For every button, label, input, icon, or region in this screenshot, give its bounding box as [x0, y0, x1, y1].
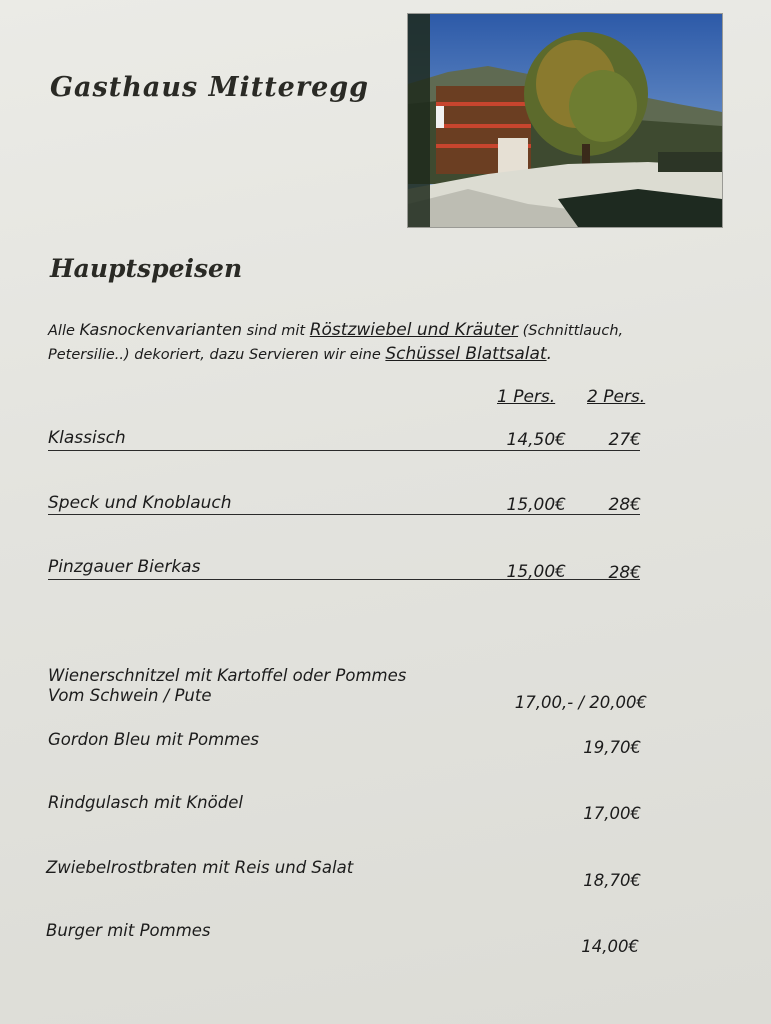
kasnocken-name: Pinzgauer Bierkas: [48, 557, 201, 577]
main-dish-name: Rindgulasch mit Knödel: [48, 793, 243, 812]
main-dish-subtitle: Vom Schwein / Pute: [48, 686, 212, 705]
intro-part-3: sind mit: [246, 323, 306, 339]
alpine-inn-photo-icon: [408, 14, 722, 227]
kasnocken-price-one: 14,50€: [506, 430, 566, 450]
main-dish-price: 18,70€: [583, 871, 641, 890]
restaurant-name: Gasthaus Mitteregg: [50, 72, 370, 103]
intro-highlight-roestzwiebel: Röstzwiebel und Kräuter: [309, 320, 519, 340]
intro-part-1: Alle: [48, 323, 75, 339]
kasnocken-price-two: 28€: [608, 563, 641, 583]
intro-part-6: Petersilie..) dekoriert, dazu Servieren wir eine: [48, 347, 381, 363]
row-divider: [48, 514, 640, 515]
header-two-persons: 2 Pers.: [587, 387, 646, 407]
intro-period: .: [546, 344, 552, 364]
main-dish-name: Gordon Bleu mit Pommes: [48, 730, 260, 749]
photo-drawing: [408, 14, 722, 227]
row-divider: [48, 579, 640, 580]
kasnocken-name: Speck und Knoblauch: [48, 493, 232, 513]
main-dish-price: 19,70€: [583, 738, 641, 757]
main-dish-name: Burger mit Pommes: [46, 921, 211, 940]
header-one-person: 1 Pers.: [497, 387, 556, 407]
main-dish-price: 14,00€: [581, 937, 639, 956]
intro-highlight-blattsalat: Schüssel Blattsalat: [385, 344, 547, 364]
row-divider: [48, 450, 640, 451]
intro-line-2: [48, 343, 708, 367]
kasnocken-price-one: 15,00€: [506, 495, 566, 515]
section-title: Hauptspeisen: [50, 254, 243, 283]
main-dish-name: Wienerschnitzel mit Kartoffel oder Pommes: [48, 666, 407, 685]
main-dish-name: Zwiebelrostbraten mit Reis und Salat: [46, 858, 354, 877]
intro-part-5: (Schnittlauch,: [522, 323, 624, 339]
intro-text: [48, 318, 708, 367]
kasnocken-name: Klassisch: [48, 428, 126, 448]
main-dish-price: 17,00€: [583, 804, 641, 823]
main-dish-price: 17,00,- / 20,00€: [514, 693, 647, 712]
intro-line-1: [48, 318, 708, 343]
kasnocken-price-one: 15,00€: [506, 562, 566, 582]
kasnocken-price-two: 27€: [608, 430, 641, 450]
kasnocken-price-two: 28€: [608, 495, 641, 515]
intro-part-2: Kasnockenvarianten: [79, 320, 243, 339]
